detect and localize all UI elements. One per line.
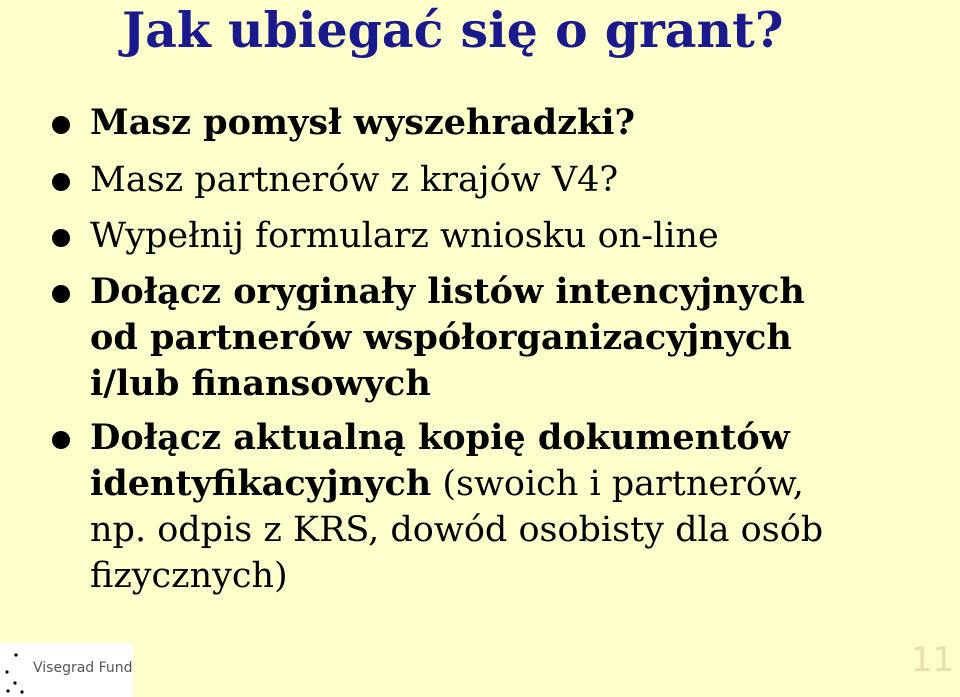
bullet-dot-icon [52,285,70,303]
bullet-text-line: np. odpis z KRS, dowód osobisty dla osób [90,510,824,550]
bullet-item [38,415,938,599]
bullet-item [38,269,938,407]
bullet-text-line: Dołącz aktualną kopię dokumentów [90,417,790,458]
logo-text: Visegrad Fund [33,660,133,676]
bullet-list [38,100,938,611]
visegrad-fund-logo [0,643,133,697]
slide-title: Jak ubiegać się o grant? [122,1,784,59]
bullet-text: Masz pomysł wyszehradzki? [90,102,636,143]
bullet-text-line [90,461,938,507]
bullet-text-emphasis: identyfikacyjnych [90,463,432,504]
bullet-item [38,157,938,203]
bullet-dot-icon [52,431,70,449]
bullet-item [38,213,938,259]
bullet-text-rest: (swoich i partnerów, [431,464,804,504]
bullet-text-line: Dołącz oryginały listów intencyjnych [90,271,805,312]
bullet-text-line: i/lub finansowych [90,363,431,404]
bullet-dot-icon [52,173,70,191]
page-number: 11 [910,640,954,680]
bullet-text-line: fizycznych) [90,556,288,596]
bullet-text-line: od partnerów współorganizacyjnych [90,317,792,358]
bullet-dot-icon [52,229,70,247]
bullet-text: Wypełnij formularz wniosku on-line [90,216,719,256]
bullet-item [38,100,938,146]
bullet-text: Masz partnerów z krajów V4? [90,160,619,200]
bullet-dot-icon [52,116,70,134]
